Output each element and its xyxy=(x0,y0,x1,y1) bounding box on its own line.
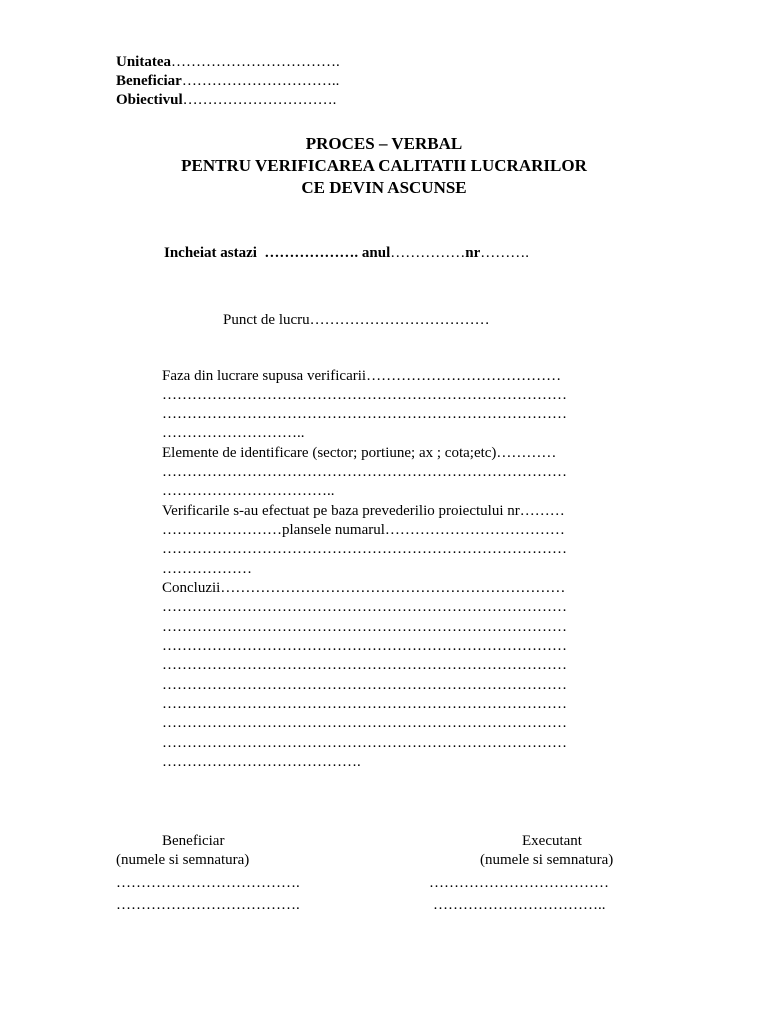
nr-dots: ………. xyxy=(480,245,530,261)
body-line: ……………………………………………………………………… xyxy=(162,677,567,693)
beneficiar-line xyxy=(116,72,339,91)
body-line: ……………………………………………………………………… xyxy=(162,638,567,654)
body-line: ……………………………………………………………………… xyxy=(162,696,567,712)
body-line: ……………………………………………………………………… xyxy=(162,387,567,403)
beneficiar-signature-dots-1: ………………………………. xyxy=(116,875,300,891)
incheiat-line xyxy=(164,244,529,263)
body-line: Elemente de identificare (sector; portiune; ax ; cota;etc)………… xyxy=(162,445,557,461)
body-line: ……………………………………………………………………… xyxy=(162,619,567,635)
unitatea-line xyxy=(116,53,340,72)
title-line-1: PROCES – VERBAL xyxy=(305,134,463,153)
nr-label: nr xyxy=(465,245,481,261)
body-line: ……………………………………………………………………… xyxy=(162,541,567,557)
beneficiar-signature-dots-2: ………………………………. xyxy=(116,897,300,913)
executant-signature-dots-2: …………………………….. xyxy=(433,897,606,913)
body-line: ……………………………………………………………………… xyxy=(162,406,567,422)
body-line: ……………………….. xyxy=(162,425,305,441)
body-line: Verificarile s-au efectuat pe baza prevederilio proiectului nr……… xyxy=(162,503,565,519)
body-line: ……………… xyxy=(162,561,252,577)
obiectivul-line xyxy=(116,91,336,110)
body-line: …………………………………. xyxy=(162,754,361,770)
anul-dots: …………… xyxy=(390,245,466,261)
executant-signature-role: Executant xyxy=(522,833,582,849)
body-line: ……………………………………………………………………… xyxy=(162,715,567,731)
title-line-2: PENTRU VERIFICAREA CALITATII LUCRARILOR xyxy=(181,156,587,175)
beneficiar-dots: ………………………….. xyxy=(181,73,340,89)
incheiat-date-dots: ………………. xyxy=(264,245,359,261)
executant-signature-note: (numele si semnatura) xyxy=(480,852,614,868)
anul-label: anul xyxy=(361,245,391,261)
unitatea-label: Unitatea xyxy=(116,54,171,70)
punct-de-lucru: Punct de lucru……………………………… xyxy=(223,312,490,328)
beneficiar-signature-note: (numele si semnatura) xyxy=(116,852,250,868)
beneficiar-signature-role: Beneficiar xyxy=(162,833,225,849)
body-line: ……………………plansele numarul……………………………… xyxy=(162,522,565,538)
body-line: Faza din lucrare supusa verificarii………………………………… xyxy=(162,368,562,384)
body-line: ……………………………………………………………………… xyxy=(162,599,567,615)
beneficiar-label: Beneficiar xyxy=(116,73,182,89)
unitatea-dots: ……………………………. xyxy=(171,54,340,70)
body-line: ……………………………………………………………………… xyxy=(162,464,567,480)
obiectivul-dots: …………………………. xyxy=(182,92,337,108)
incheiat-label: Incheiat astazi xyxy=(164,245,257,261)
obiectivul-label: Obiectivul xyxy=(116,92,183,108)
body-line: ……………………………………………………………………… xyxy=(162,735,567,751)
title-line-3: CE DEVIN ASCUNSE xyxy=(301,178,467,197)
executant-signature-dots-1: ……………………………… xyxy=(429,875,609,891)
body-line: ……………………………………………………………………… xyxy=(162,657,567,673)
body-line: …………………………….. xyxy=(162,483,335,499)
body-line: Concluzii…………………………………………………………… xyxy=(162,580,566,596)
